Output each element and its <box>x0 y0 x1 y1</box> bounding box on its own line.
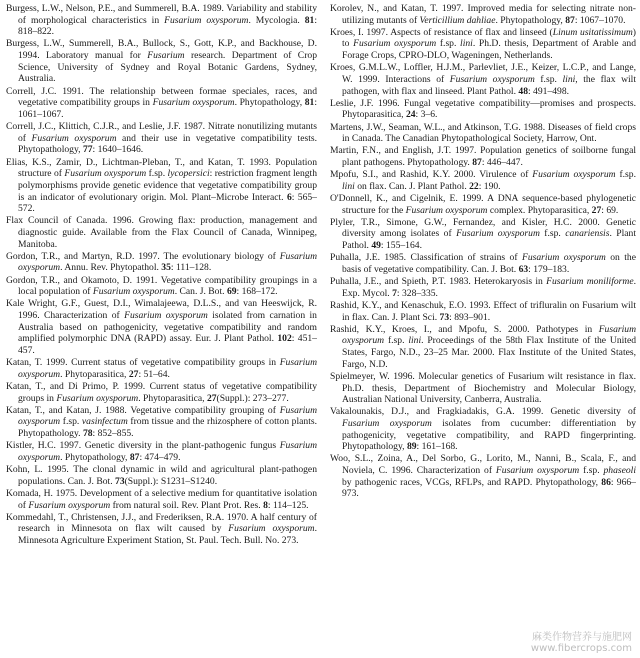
reference-entry: Puhalla, J.E. 1985. Classification of strains of Fusarium oxysporum on the basis of vegetative compatibility. Can. J. Bot. 63: 179–183. <box>330 252 636 275</box>
reference-entry: Katan, T., and Di Primo, P. 1999. Current status of vegetative compatibility groups in Fusarium oxysporum. Phytoparasitica, 27(Suppl.): 273–277. <box>6 381 317 404</box>
reference-entry: Kistler, H.C. 1997. Genetic diversity in the plant-pathogenic fungus Fusarium oxysporum. Phytopathology, 87: 474–479. <box>6 440 317 463</box>
reference-entry: Gordon, T.R., and Martyn, R.D. 1997. The evolutionary biology of Fusarium oxysporum. Annu. Rev. Phytopathol. 35: 111–128. <box>6 250 317 274</box>
reference-entry: Spielmeyer, W. 1996. Molecular genetics of Fusarium wilt resistance in flax. Ph.D. thesis, Department of Biochemistry and Molecular Biology, Australian National University, Canberra, Australia. <box>330 370 636 406</box>
reference-entry: Flax Council of Canada. 1996. Growing flax: production, management and diagnostic guide. Available from the Flax Council of Canada, Winnipeg, Manitoba. <box>6 215 317 250</box>
reference-entry: Rashid, K.Y., and Kenaschuk, E.O. 1993. Effect of trifluralin on Fusarium wilt in flax. Can. J. Plant Sci. 73: 893–901. <box>330 299 636 323</box>
reference-entry: Kale Wright, G.F., Guest, D.I., Wimalajeewa, D.L.S., and van Heeswijck, R. 1996. Characterization of Fusarium oxysporum isolated from carnation in Australia based on pathogenicity, vegetative compatibility and random amplified polymorphic DNA (RAPD) assay. Eur. J. Plant Pathol. 102: 451–457. <box>6 298 317 357</box>
reference-entry: Correll, J.C., Klittich, C.J.R., and Leslie, J.F. 1987. Nitrate nonutilizing mutants of Fusarium oxysporum and their use in vegetative compatibility tests. Phytopathology, 77: 1640–1646. <box>6 121 318 156</box>
reference-entry: Woo, S.L., Zoina, A., Del Sorbo, G., Lorito, M., Nanni, B., Scala, F., and Noviela, C. 1996. Characterization of Fusarium oxysporum f.sp. phaseoli by pathogenic races, VCGs, RFLPs, and RAPD. Phytopathology, 86: 966–973. <box>330 453 637 500</box>
reference-entry: Katan, T., and Katan, J. 1988. Vegetative compatibility grouping of Fusarium oxysporum f.sp. vasinfectum from tissue and the rhizosphere of cotton plants. Phytopathology. 78: 852–855. <box>6 404 317 440</box>
reference-entry: Katan, T. 1999. Current status of vegetative compatibility groups in Fusarium oxysporum. Phytoparasitica, 27: 51–64. <box>6 357 317 380</box>
watermark-url: www.fibercrops.com <box>530 643 632 654</box>
reference-entry: Korolev, N., and Katan, T. 1997. Improved media for selecting nitrate non-utilizing mutants of Verticillium dahliae. Phytopathology, 87: 1067–1070. <box>330 3 636 26</box>
watermark-title: 麻类作物营养与施肥网 <box>532 632 632 643</box>
reference-entry: Puhalla, J.E., and Spieth, P.T. 1983. Heterokaryosis in Fusarium moniliforme. Exp. Mycol. 7: 328–335. <box>330 276 636 299</box>
site-watermark <box>531 632 632 654</box>
reference-entry: Burgess, L.W., Nelson, P.E., and Summerell, B.A. 1989. Variability and stability of morphological characteristics in Fusarium oxysporum. Mycologia. 81: 818–822. <box>6 3 317 38</box>
reference-entry: Elias, K.S., Zamir, D., Lichtman-Pleban, T., and Katan, T. 1993. Population structure of Fusarium oxysporum f.sp. lycopersici: restriction fragment length polymorphisms provide genetic evidence that vegetative compatibility group is an indicator of evolutionary origin. Mol. Plant–Microbe Interact. 6: 565–572. <box>6 156 317 215</box>
reference-entry: Plyler, T.R., Simone, G.W., Fernandez, and Kisler, H.C. 2000. Genetic diversity among isolates of Fusarium oxysporum f.sp. canariensis. Plant Pathol. 49: 155–164. <box>330 216 636 252</box>
reference-entry: Martin, F.N., and English, J.T. 1997. Population genetics of soilborne fungal plant pathogens. Phytopathology. 87: 446–447. <box>330 145 636 169</box>
reference-entry: Burgess, L.W., Summerell, B.A., Bullock, S., Gott, K.P., and Backhouse, D. 1994. Laboratory manual for Fusarium research. Department of Crop Science, University of Sydney and Royal Botanic Gardens, Sydney, Australia. <box>6 38 317 85</box>
reference-entry: O'Donnell, K., and Cigelnik, E. 1999. A DNA sequence-based phylogenetic structure for the Fusarium oxysporum complex. Phytoparasitica, 27: 69. <box>330 193 636 216</box>
reference-entry: Martens, J.W., Seaman, W.L., and Atkinson, T.G. 1988. Diseases of field crops in Canada. The Canadian Phytopathological Society, Harrow, Ont. <box>330 121 636 145</box>
reference-entry: Komada, H. 1975. Development of a selective medium for quantitative isolation of Fusarium oxysporum from natural soil. Rev. Plant Prot. Res. 8: 114–125. <box>6 487 317 511</box>
reference-entry: Kohn, L. 1995. The clonal dynamic in wild and agricultural plant-pathogen populations. Can. J. Bot. 73(Suppl.): S1231–S1240. <box>6 464 317 487</box>
reference-entry: Kroes, G.M.L.W., Loffler, H.J.M., Parlevliet, J.E., Keizer, L.C.P., and Lange, W. 1999. Interactions of Fusarium oxysporum f.sp. lini, the flax wilt pathogen, with flax and linseed. Plant Pathol. 48: 491–498. <box>330 62 636 97</box>
references-left-column <box>6 3 317 547</box>
reference-entry: Leslie, J.F. 1996. Fungal vegetative compatibility—promises and prospects. Phytoparasitica, 24: 3–6. <box>330 97 636 121</box>
reference-entry: Correll, J.C. 1991. The relationship between formae speciales, races, and vegetative compatibility groups in Fusarium oxysporum. Phytopathology, 81: 1061–1067. <box>6 85 317 120</box>
reference-entry: Rashid, K.Y., Kroes, I., and Mpofu, S. 2000. Pathotypes in Fusarium oxysporum f.sp. lini. Proceedings of the 58th Flax Institute of the United States, Fargo, N.D., 23–25 Mar. 2000. Flax Institute of the United States, Fargo, N.D. <box>330 323 636 370</box>
reference-entry: Kommedahl, T., Christensen, J.J., and Frederiksen, R.A. 1970. A half century of research in Minnesota on flax wilt caused by Fusarium oxysporum. Minnesota Agriculture Experiment Station, St. Paul. Tech. Bull. No. 273. <box>6 511 318 547</box>
reference-entry: Gordon, T.R., and Okamoto, D. 1991. Vegetative compatibility groupings in a local population of Fusarium oxysporum. Can. J. Bot. 69: 168–172. <box>6 274 317 298</box>
reference-entry: Kroes, I. 1997. Aspects of resistance of flax and linseed (Linum usitatissimum) to Fusarium oxysporum f.sp. lini. Ph.D. thesis, Department of Arable and Forage Crops, CPRO-DLO, Wageningen, Netherlands. <box>330 26 636 62</box>
reference-entry: Mpofu, S.I., and Rashid, K.Y. 2000. Virulence of Fusarium oxysporum f.sp. lini on flax. Can. J. Plant Pathol. 22: 190. <box>330 169 636 192</box>
references-right-column <box>330 3 636 501</box>
reference-entry: Vakalounakis, D.J., and Fragkiadakis, G.A. 1999. Genetic diversity of Fusarium oxysporum isolates from cucumber: differentiation by pathogenicity, vegetative compatibility, and RAPD fingerprinting. Phytopathology, 89: 161–168. <box>330 406 636 453</box>
